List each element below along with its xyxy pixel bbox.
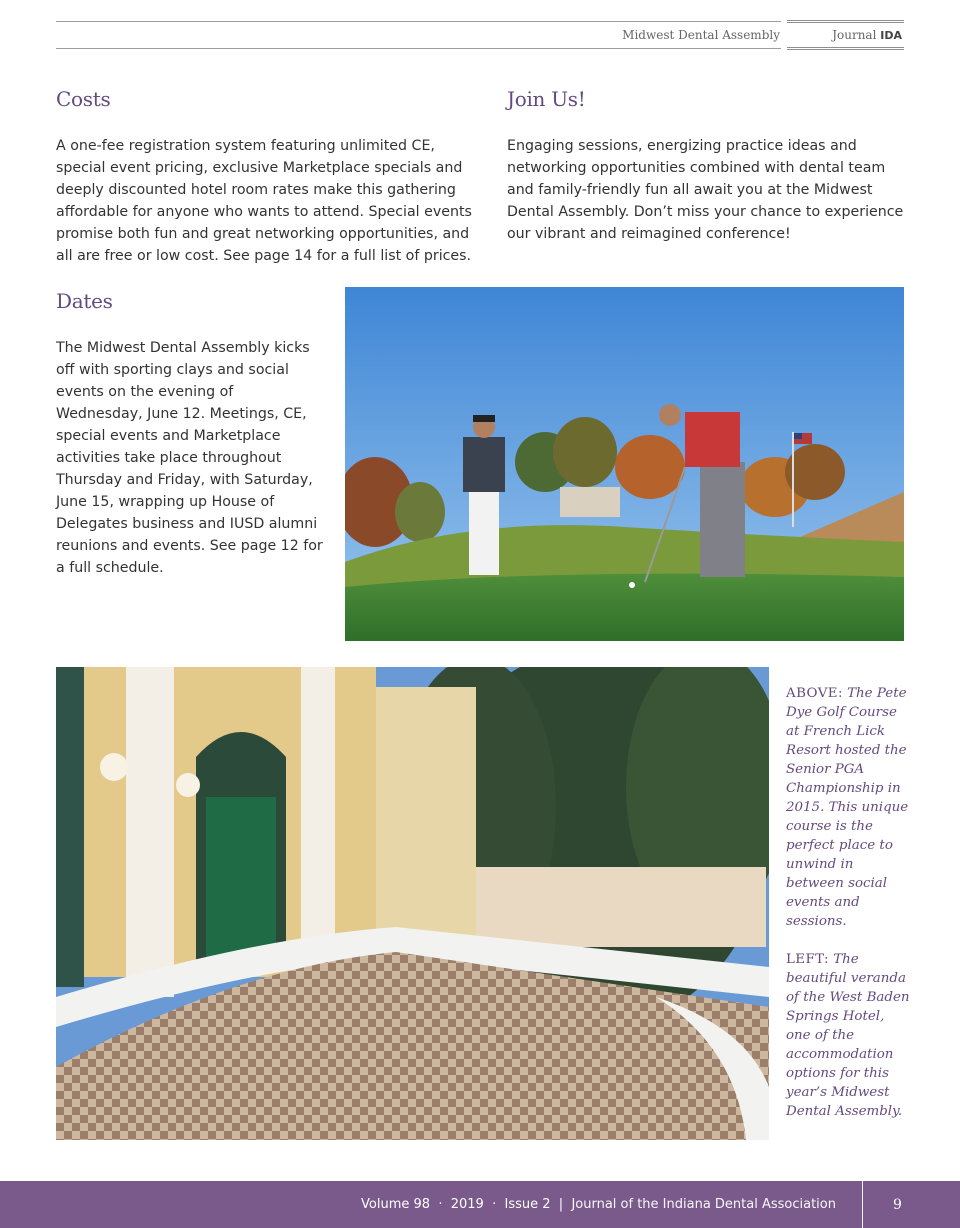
header-rule-bottom-right [787, 47, 904, 50]
header-journal-prefix: Journal [832, 28, 877, 42]
dates-body: The Midwest Dental Assembly kicks off with sporting clays and social events on the evening of Wednesday, June 12. Meetings, CE, special events and Marketplace activities take place throughout Thursday and Friday, with Saturday, June 15, wrapping up House of Delegates business and IUSD alumni reunions and events. See page 12 for a full schedule. [56, 340, 323, 576]
costs-body: A one-fee registration system featuring unlimited CE, special event pricing, exclusive Marketplace specials and deeply discounted hotel room rates make this gathering affordable for anyone who wants to attend. Special events promise both fun and great networking opportunities, and all are free or low cost. See page 14 for a full list of prices. [56, 138, 472, 264]
caption-left-text: The beautiful veranda of the West Baden Springs Hotel, one of the accommodation options for this year’s Midwest Dental Assembly. [786, 952, 910, 1119]
caption-left-label: LEFT: [786, 952, 829, 967]
dates-heading: Dates [56, 289, 113, 313]
header-rule-bottom [56, 48, 781, 49]
join-body: Engaging sessions, energizing practice ideas and networking opportunities combined with dental team and family-friendly fun all await you at the Midwest Dental Assembly. Don’t miss your chance to experience our vibrant and reimagined conference! [507, 138, 904, 242]
costs-heading: Costs [56, 87, 111, 111]
header-journal-brand: IDA [880, 29, 902, 42]
footer-issue-info: Volume 98 · 2019 · Issue 2 | Journal of the Indiana Dental Association [361, 1197, 836, 1212]
footer-volume: Volume 98 [361, 1197, 431, 1212]
caption-above-label: ABOVE: [786, 686, 843, 701]
footer-year: 2019 [450, 1197, 484, 1212]
footer-issue: Issue 2 [504, 1197, 551, 1212]
header-rule-top [56, 21, 781, 22]
footer-journal: Journal of the Indiana Dental Association [571, 1197, 836, 1212]
header-publication: Midwest Dental Assembly [622, 28, 780, 42]
page-number: 9 [893, 1197, 902, 1213]
caption-above [786, 684, 911, 931]
join-heading: Join Us! [507, 87, 586, 111]
caption-above-text: The Pete Dye Golf Course at French Lick Resort hosted the Senior PGA Championship in 2015. This unique course is the perfect place to unwind in between social events and sessions. [786, 686, 909, 929]
header-journal [832, 28, 902, 42]
header-rule-top-right [787, 20, 904, 23]
footer-divider [862, 1181, 863, 1228]
photo-caption [786, 684, 911, 1140]
golf-course-photo [345, 287, 904, 641]
footer-bar [0, 1181, 960, 1228]
caption-left [786, 950, 911, 1121]
veranda-photo [56, 667, 769, 1140]
